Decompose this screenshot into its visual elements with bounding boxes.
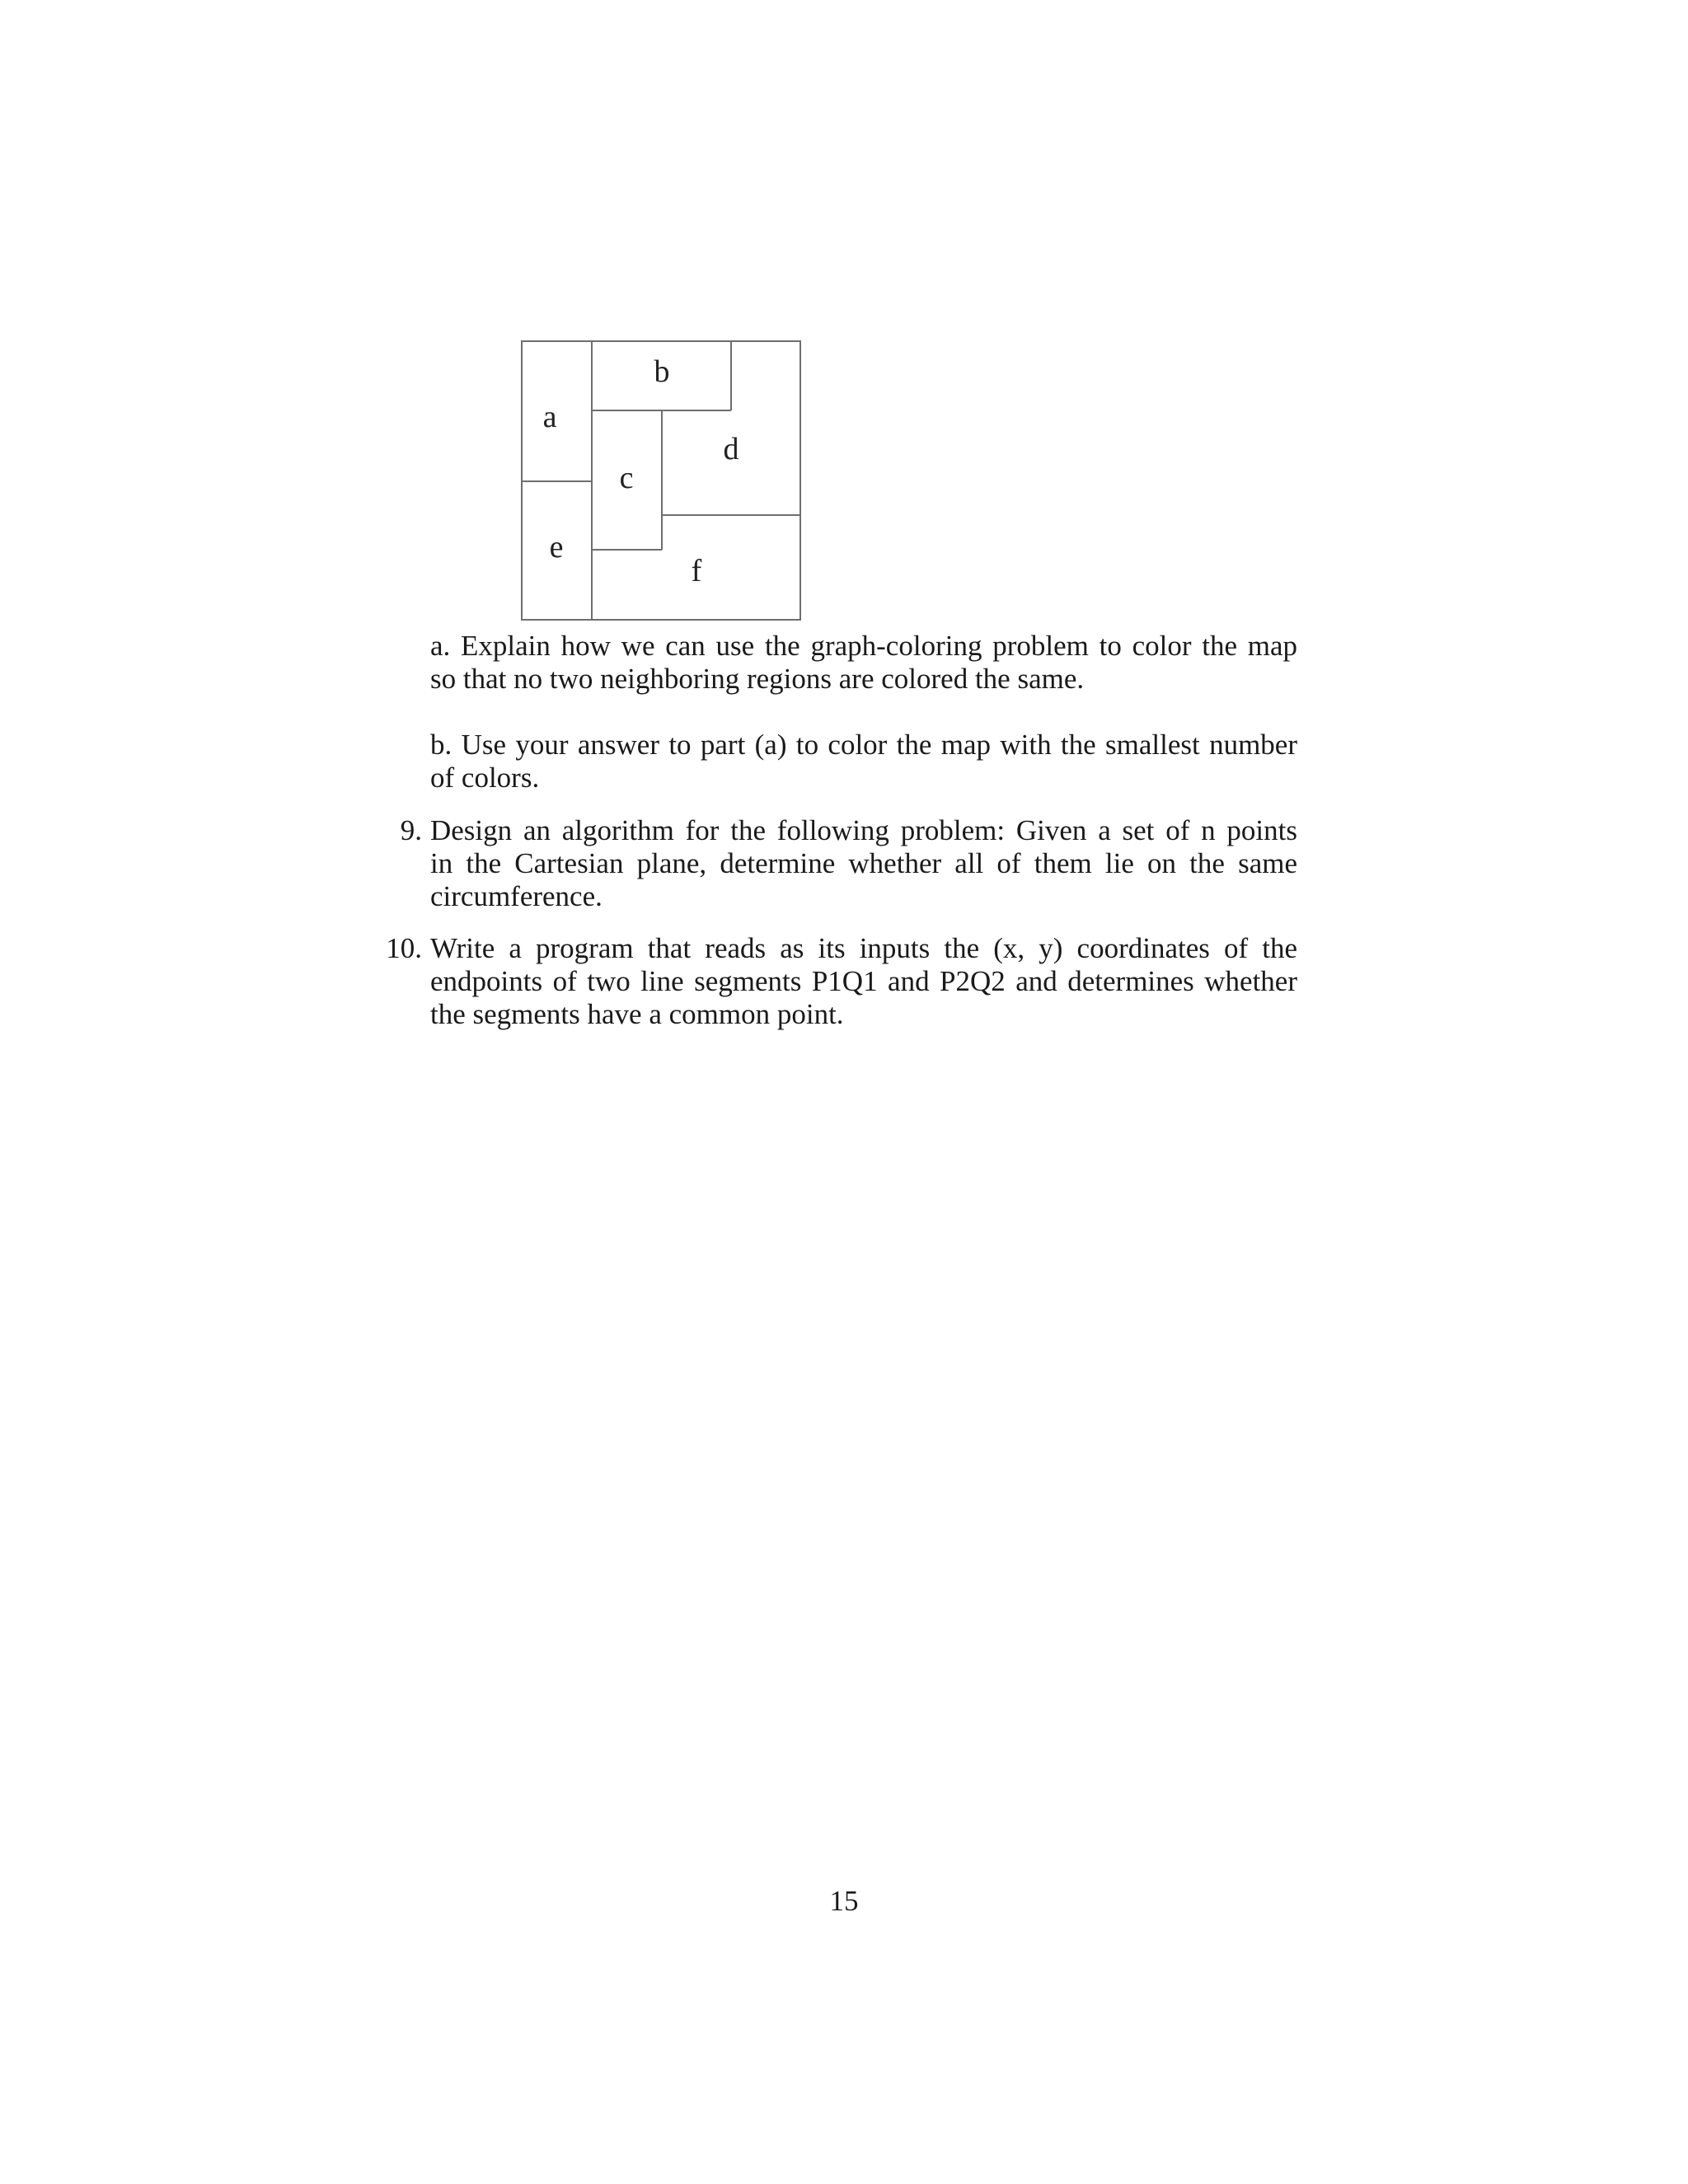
region-label-b: b xyxy=(654,354,670,389)
item-number-10: 10. xyxy=(386,932,422,964)
sub-item-a xyxy=(430,630,1297,696)
region-label-c: c xyxy=(619,461,634,495)
sub-item-b xyxy=(430,729,1297,794)
item-10-line-1: Write a program that reads as its inputs the (x, y) coordinates of the xyxy=(430,932,1297,964)
item-9-line-3: circumference. xyxy=(430,880,603,912)
page-number: 15 xyxy=(829,1885,859,1917)
map-figure xyxy=(0,0,1688,659)
item-9 xyxy=(430,814,1297,913)
sub-item-b-line-2: of colors. xyxy=(430,762,540,794)
item-10-line-2: endpoints of two line segments P1Q1 and P2Q2 and determines whether xyxy=(430,965,1297,997)
region-label-d: d xyxy=(723,432,739,466)
sub-item-a-line-2: so that no two neighboring regions are colored the same. xyxy=(430,663,1085,695)
item-10-line-3: the segments have a common point. xyxy=(430,998,844,1030)
sub-item-a-line-1: a. Explain how we can use the graph-coloring problem to color the map xyxy=(430,630,1297,662)
item-9-line-1: Design an algorithm for the following problem: Given a set of n points xyxy=(430,814,1297,846)
item-10 xyxy=(430,932,1297,1031)
region-label-f: f xyxy=(691,554,702,588)
map-diagram xyxy=(0,0,1688,659)
item-9-line-2: in the Cartesian plane, determine whether all of them lie on the same xyxy=(430,847,1297,879)
item-number-9: 9. xyxy=(400,814,422,846)
region-label-a: a xyxy=(542,400,557,434)
sub-item-b-line-1: b. Use your answer to part (a) to color the map with the smallest number xyxy=(430,729,1297,761)
region-label-e: e xyxy=(549,530,564,565)
